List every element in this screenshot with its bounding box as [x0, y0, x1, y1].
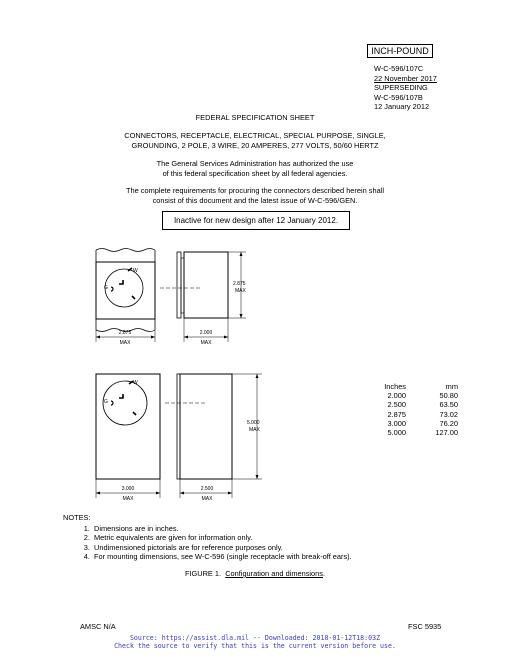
top-height-max: MAX [235, 288, 246, 294]
note-item: 1. Dimensions are in inches. [92, 524, 352, 534]
inch-pound-label: INCH-POUND [367, 44, 433, 58]
specification-subject [0, 131, 510, 150]
top-side-view [160, 252, 247, 346]
mm-cell: 63.50 [439, 400, 458, 410]
receptacle-face-circle [105, 269, 143, 307]
conversion-table [376, 382, 458, 437]
authorization-line-1: The General Services Administration has authorized the use [156, 159, 354, 168]
source-notice [0, 634, 510, 651]
conversion-table-header [376, 382, 458, 391]
amsc-label: AMSC N/A [80, 622, 116, 631]
bottom-depth-value: 2.500 [200, 486, 214, 492]
table-row [376, 410, 458, 419]
authorization-line-2: of this federal specification sheet by all federal agencies. [162, 168, 348, 178]
inches-cell: 2.875 [387, 409, 406, 419]
bottom-receptacle-face-circle [103, 381, 147, 425]
bottom-w-label: W [133, 380, 138, 386]
requirements-line-1: The complete requirements for procuring the connectors described herein shall [126, 186, 384, 195]
bottom-depth-max: MAX [201, 496, 213, 502]
notes-heading: NOTES: [63, 513, 91, 522]
authorization-statement [0, 159, 510, 178]
figure-caption: FIGURE 1. Configuration and dimensions. [184, 569, 326, 578]
mm-cell: 76.20 [439, 418, 458, 428]
subject-line-1: CONNECTORS, RECEPTACLE, ELECTRICAL, SPECIAL PURPOSE, SINGLE, [124, 131, 386, 140]
bottom-height-value: 5.000 [247, 420, 260, 426]
bottom-g-label: G [104, 399, 108, 405]
inactive-notice: Inactive for new design after 12 January 2012. [162, 211, 350, 230]
inches-cell: 2.500 [387, 400, 406, 410]
inches-cell: 5.000 [387, 428, 406, 438]
fsc-label: FSC 5935 [408, 622, 442, 631]
table-row [376, 428, 458, 437]
requirements-line-2: consist of this document and the latest issue of W-C-596/GEN. [152, 195, 358, 205]
note-item: 2. Metric equivalents are given for information only. [92, 533, 352, 543]
document-date: 22 November 2017 [374, 73, 437, 83]
mm-cell: 50.80 [439, 391, 458, 401]
note-item: 4. For mounting dimensions, see W-C-596 (single receptacle with break-off ears). [92, 552, 352, 562]
previous-document-date: 12 January 2012 [374, 102, 430, 111]
document-info [374, 64, 437, 112]
mm-header: mm [445, 382, 458, 391]
bottom-height-max: MAX [249, 427, 260, 433]
top-width-max: MAX [119, 340, 131, 346]
requirements-statement [0, 186, 510, 205]
source-line-1: Source: https://assist.dla.mil -- Downloaded: 2018-01-12T18:03Z [129, 634, 381, 642]
mm-cell: 73.02 [439, 409, 458, 419]
inches-cell: 2.000 [387, 391, 406, 401]
mm-cell: 127.00 [435, 428, 458, 438]
top-width-value: 2.875 [118, 330, 132, 336]
top-front-view [96, 249, 155, 347]
table-row [376, 391, 458, 400]
notes-section [63, 513, 352, 562]
table-row [376, 419, 458, 428]
inches-header: Inches [384, 382, 406, 391]
top-height-value: 2.875 [233, 281, 246, 287]
note-item: 3. Undimensioned pictorials are for reference purposes only. [92, 543, 352, 553]
bottom-front-view [96, 374, 160, 502]
bottom-width-max: MAX [122, 496, 134, 502]
top-w-label: W [133, 268, 138, 274]
document-number: W-C-596/107C [374, 64, 424, 73]
table-row [376, 400, 458, 409]
bottom-width-value: 3.000 [121, 486, 135, 492]
top-g-label: G [104, 285, 108, 291]
source-line-2: Check the source to verify that this is the current version before use. [114, 642, 396, 651]
top-depth-value: 2.000 [199, 330, 213, 336]
previous-document-number: W-C-596/107B [374, 92, 423, 102]
receptacle-drawings [0, 230, 510, 505]
bottom-side-view [165, 374, 262, 502]
subject-line-2: GROUNDING, 2 POLE, 3 WIRE, 20 AMPERES, 277 VOLTS, 50/60 HERTZ [131, 140, 379, 150]
figure-number: FIGURE 1. [184, 569, 222, 578]
superseding-label: SUPERSEDING [374, 83, 428, 92]
top-depth-max: MAX [200, 340, 212, 346]
specification-title: FEDERAL SPECIFICATION SHEET [195, 113, 315, 122]
figure-title: Configuration and dimensions [225, 569, 323, 578]
inches-cell: 3.000 [387, 418, 406, 428]
